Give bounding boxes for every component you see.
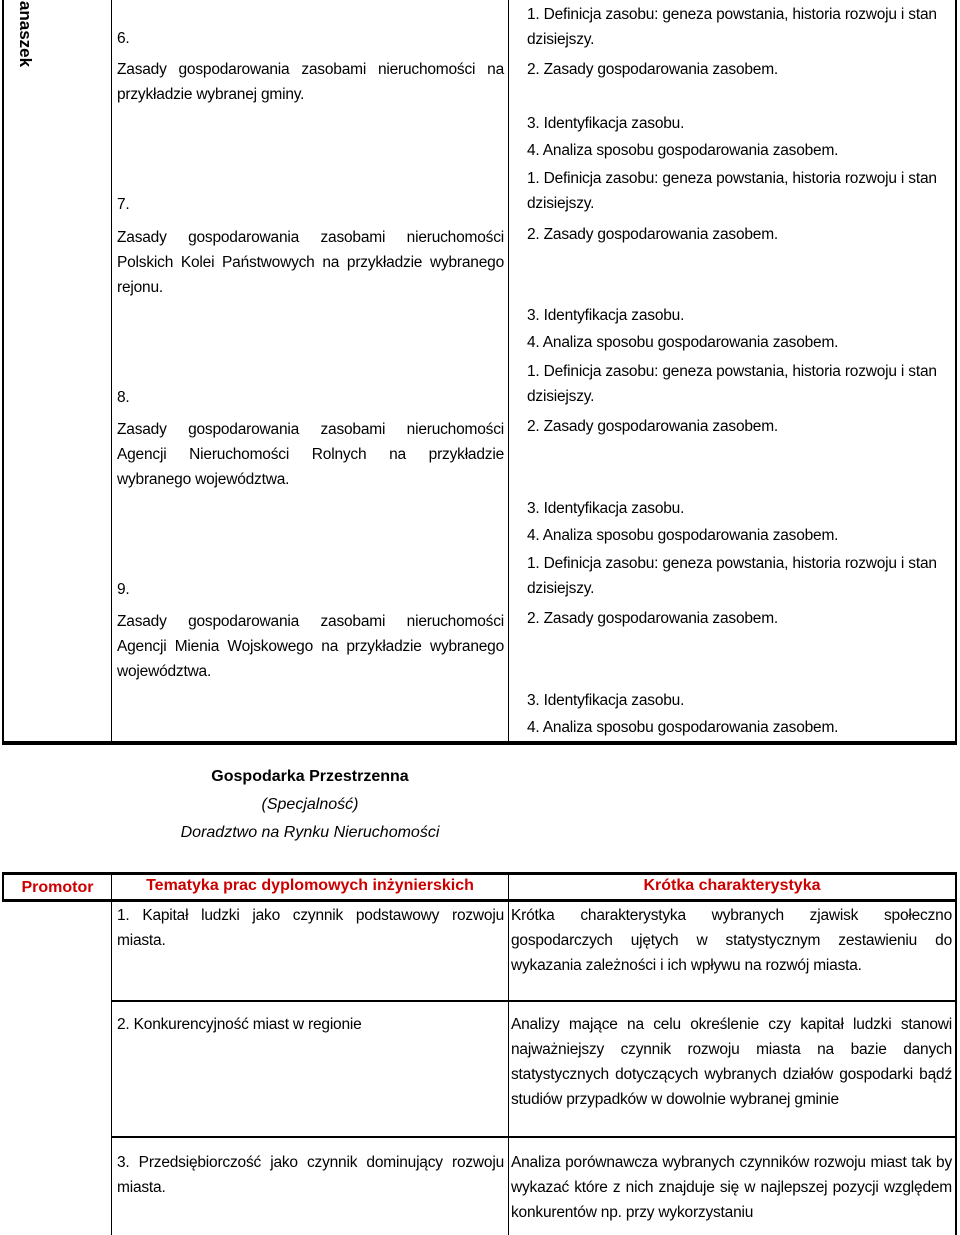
row-topic: 3. Przedsiębiorczość jako czynnik dominujący rozwoju miasta.	[117, 1154, 504, 1196]
description-item: 4. Analiza sposobu gospodarowania zasobem.	[527, 334, 839, 351]
header-border-top	[2, 872, 957, 875]
table-divider-2	[508, 0, 509, 745]
description-item: 4. Analiza sposobu gospodarowania zasobem.	[527, 719, 839, 736]
header-topic: Tematyka prac dyplomowych inżynierskich	[146, 877, 474, 894]
description-item: 3. Identyfikacja zasobu.	[527, 307, 685, 324]
table-border-right	[955, 0, 957, 745]
topic-number: 9.	[117, 581, 130, 598]
description-item: 3. Identyfikacja zasobu.	[527, 692, 685, 709]
section-title: Gospodarka Przestrzenna	[211, 768, 409, 785]
table-divider-1	[111, 0, 112, 745]
header-description: Krótka charakterystyka	[643, 877, 821, 894]
description-item: 1. Definicja zasobu: geneza powstania, historia rozwoju i stan dzisiejszy.	[527, 555, 937, 597]
topic-number: 6.	[117, 30, 130, 47]
row-topic: 1. Kapitał ludzki jako czynnik podstawowy rozwoju miasta.	[117, 907, 504, 949]
description-item: 3. Identyfikacja zasobu.	[527, 115, 685, 132]
table-border-right	[955, 872, 957, 1235]
row-description: Analiza porównawcza wybranych czynników rozwoju miast tak by wykazać które z nich znajduje się w najlepszej pozycji względem konkurentów np. przy wykorzystaniu	[511, 1154, 952, 1221]
description-item: 4. Analiza sposobu gospodarowania zasobem.	[527, 142, 839, 159]
promotor-name-vertical: anaszek	[16, 0, 36, 68]
row-topic: 2. Konkurencyjność miast w regionie	[117, 1016, 362, 1033]
header-promotor: Promotor	[21, 879, 94, 896]
table-border-bottom	[2, 741, 957, 745]
description-item: 2. Zasady gospodarowania zasobem.	[527, 610, 779, 627]
header-border-bottom	[2, 899, 957, 902]
description-item: 2. Zasady gospodarowania zasobem.	[527, 226, 779, 243]
topic-title: Zasady gospodarowania zasobami nieruchomości na przykładzie wybranej gminy.	[117, 61, 504, 103]
description-item: 3. Identyfikacja zasobu.	[527, 500, 685, 517]
topic-number: 8.	[117, 389, 130, 406]
description-item: 2. Zasady gospodarowania zasobem.	[527, 61, 779, 78]
description-item: 4. Analiza sposobu gospodarowania zasobem.	[527, 527, 839, 544]
row-divider	[111, 1136, 957, 1138]
topic-title: Zasady gospodarowania zasobami nieruchomości Polskich Kolei Państwowych na przykładzie wybranego rejonu.	[117, 229, 504, 296]
topic-title: Zasady gospodarowania zasobami nieruchomości Agencji Mienia Wojskowego na przykładzie wybranego województwa.	[117, 613, 504, 680]
row-description: Krótka charakterystyka wybranych zjawisk społeczno gospodarczych ujętych w statystycznym zestawieniu do wykazania zależności i ich wpływu na rozwój miasta.	[511, 907, 952, 974]
description-item: 2. Zasady gospodarowania zasobem.	[527, 418, 779, 435]
description-item: 1. Definicja zasobu: geneza powstania, historia rozwoju i stan dzisiejszy.	[527, 170, 937, 212]
row-description: Analizy mające na celu określenie czy kapitał ludzki stanowi najważniejszy czynnik rozwoju miasta na bazie danych statystycznych dotyczących wybranych działów gospodarki bądź studiów przypadków w dowolnie wybranej gminie	[511, 1016, 952, 1108]
column-divider-1	[111, 872, 112, 1235]
table-border-left	[2, 0, 4, 745]
topic-number: 7.	[117, 196, 130, 213]
section-subtitle: (Specjalność)	[261, 796, 359, 813]
topic-title: Zasady gospodarowania zasobami nieruchomości Agencji Nieruchomości Rolnych na przykładzie wybranego województwa.	[117, 421, 504, 488]
description-item: 1. Definicja zasobu: geneza powstania, historia rozwoju i stan dzisiejszy.	[527, 6, 937, 48]
column-divider-2	[508, 872, 509, 1235]
description-item: 1. Definicja zasobu: geneza powstania, historia rozwoju i stan dzisiejszy.	[527, 363, 937, 405]
row-divider	[111, 1000, 957, 1002]
section-specialty: Doradztwo na Rynku Nieruchomości	[180, 824, 440, 841]
